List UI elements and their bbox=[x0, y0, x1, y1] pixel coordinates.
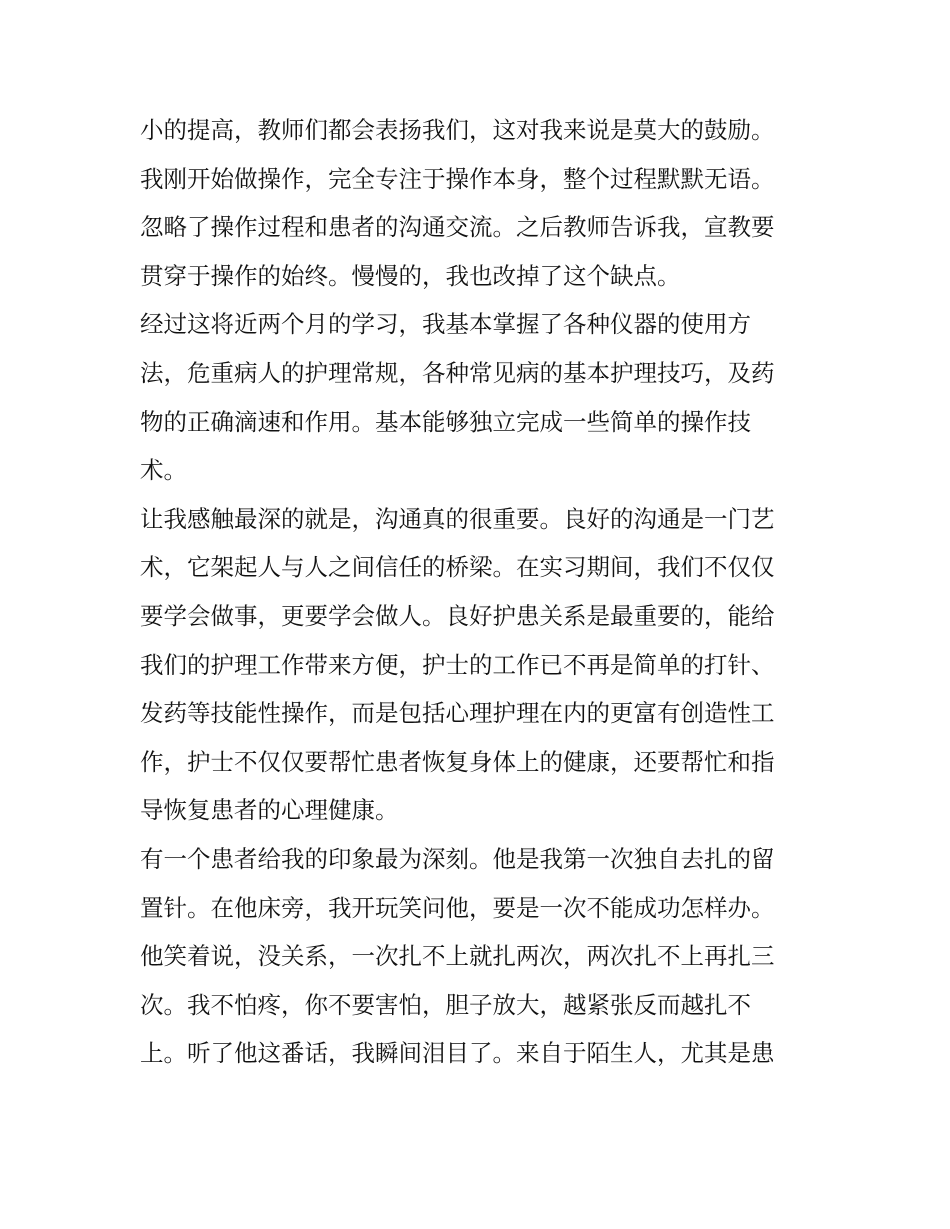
text-line: 要学会做事，更要学会做人。良好护患关系是最重要的，能给 bbox=[140, 601, 775, 630]
text-line: 贯穿于操作的始终。慢慢的，我也改掉了这个缺点。 bbox=[140, 261, 681, 290]
text-line: 有一个患者给我的印象最为深刻。他是我第一次独自去扎的留 bbox=[140, 844, 775, 873]
text-line: 术。 bbox=[140, 456, 187, 485]
text-line: 我们的护理工作带来方便，护士的工作已不再是简单的打针、 bbox=[140, 650, 775, 679]
text-line: 经过这将近两个月的学习，我基本掌握了各种仪器的使用方 bbox=[140, 310, 751, 339]
text-line: 我刚开始做操作，完全专注于操作本身，整个过程默默无语。 bbox=[140, 164, 775, 193]
text-line: 上。听了他这番话，我瞬间泪目了。来自于陌生人，尤其是患 bbox=[140, 1039, 775, 1068]
text-line: 让我感触最深的就是，沟通真的很重要。良好的沟通是一门艺 bbox=[140, 504, 775, 533]
body-text bbox=[140, 106, 820, 1078]
text-line: 次。我不怕疼，你不要害怕，胆子放大，越紧张反而越扎不 bbox=[140, 990, 751, 1019]
text-line: 发药等技能性操作，而是包括心理护理在内的更富有创造性工 bbox=[140, 699, 775, 728]
text-line: 他笑着说，没关系，一次扎不上就扎两次，两次扎不上再扎三 bbox=[140, 942, 775, 971]
text-line: 置针。在他床旁，我开玩笑问他，要是一次不能成功怎样办。 bbox=[140, 893, 775, 922]
text-line: 物的正确滴速和作用。基本能够独立完成一些简单的操作技 bbox=[140, 407, 751, 436]
text-line: 术，它架起人与人之间信任的桥梁。在实习期间，我们不仅仅 bbox=[140, 553, 775, 582]
text-line: 法，危重病人的护理常规，各种常见病的基本护理技巧，及药 bbox=[140, 358, 775, 387]
text-line: 忽略了操作过程和患者的沟通交流。之后教师告诉我，宣教要 bbox=[140, 213, 775, 242]
text-line: 小的提高，教师们都会表扬我们，这对我来说是莫大的鼓励。 bbox=[140, 116, 775, 144]
text-line: 导恢复患者的心理健康。 bbox=[140, 796, 399, 825]
text-line: 作，护士不仅仅要帮忙患者恢复身体上的健康，还要帮忙和指 bbox=[140, 747, 775, 776]
